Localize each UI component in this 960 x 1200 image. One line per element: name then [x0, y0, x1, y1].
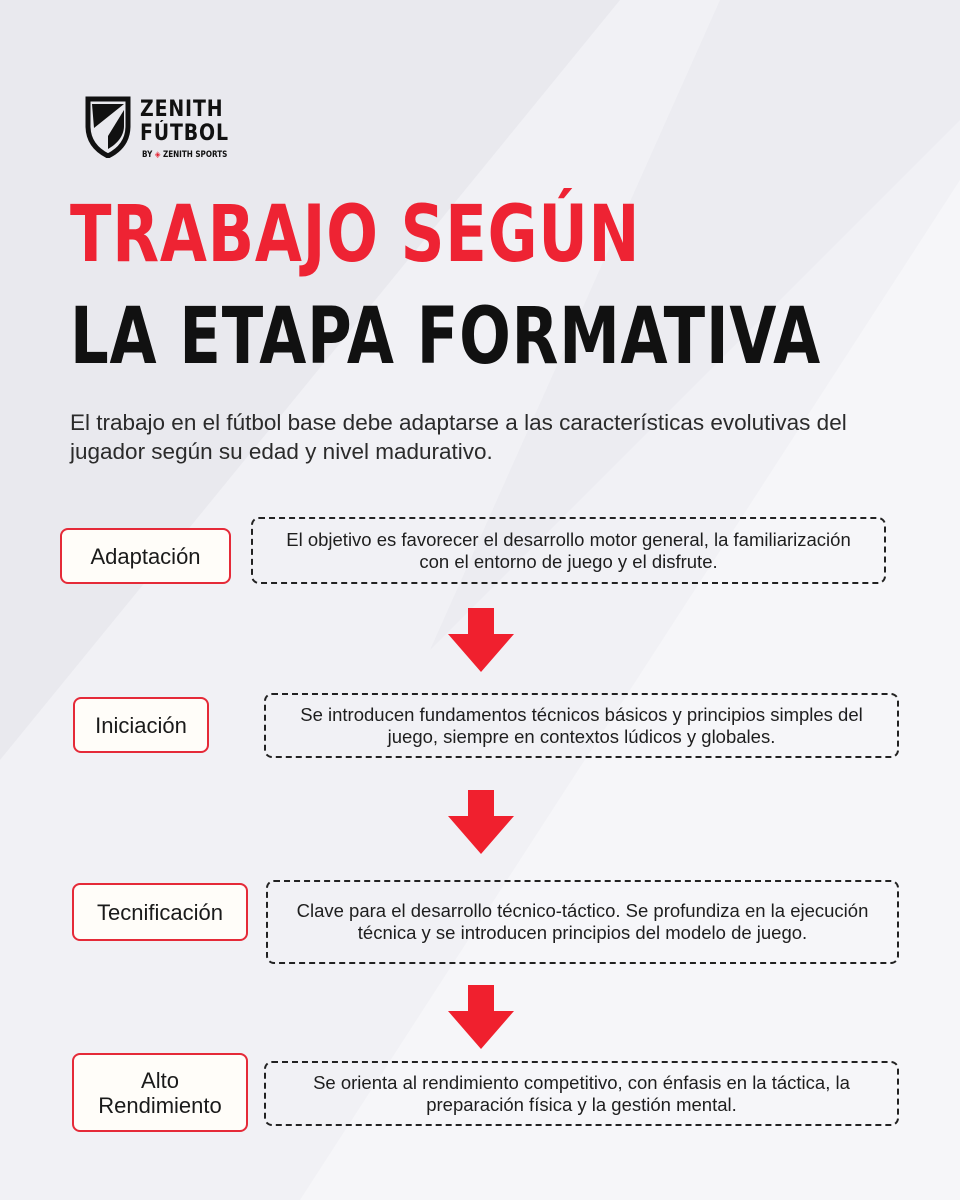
brand-name-line1: ZENITH: [140, 97, 224, 122]
page-title-line1: TRABAJO SEGÚN: [70, 190, 641, 280]
stage-description-iniciacion: Se introducen fundamentos técnicos básicos y principios simples del juego, siempre en contextos lúdicos y globales.: [264, 693, 899, 758]
page-title-line2: LA ETAPA FORMATIVA: [70, 292, 821, 382]
byline-brand: ZENITH SPORTS: [162, 150, 228, 160]
stage-description-tecnificacion: Clave para el desarrollo técnico-táctico. Se profundiza en la ejecución técnica y se introducen principios del modelo de juego.: [266, 880, 899, 964]
brand-name-line2: FÚTBOL: [140, 121, 229, 146]
stage-description-alto-rendimiento: Se orienta al rendimiento competitivo, con énfasis en la táctica, la preparación física y la gestión mental.: [264, 1061, 899, 1126]
stage-label-iniciacion: Iniciación: [73, 697, 209, 753]
arrow-down-icon: [448, 608, 514, 672]
byline-prefix: BY: [142, 150, 153, 160]
stage-description-adaptacion: El objetivo es favorecer el desarrollo motor general, la familiarización con el entorno de juego y el disfrute.: [251, 517, 886, 584]
arrow-down-icon: [448, 985, 514, 1049]
brand-logo: [84, 96, 244, 170]
stage-label-alto-rendimiento: Alto Rendimiento: [72, 1053, 248, 1132]
intro-paragraph: El trabajo en el fútbol base debe adaptarse a las características evolutivas del jugador según su edad y nivel madurativo.: [70, 410, 847, 464]
stage-label-tecnificacion: Tecnificación: [72, 883, 248, 941]
arrow-down-icon: [448, 790, 514, 854]
stage-label-adaptacion: Adaptación: [60, 528, 231, 584]
zenith-sports-icon: ◈: [154, 150, 161, 160]
brand-byline: [142, 150, 227, 160]
shield-icon: [84, 96, 132, 158]
